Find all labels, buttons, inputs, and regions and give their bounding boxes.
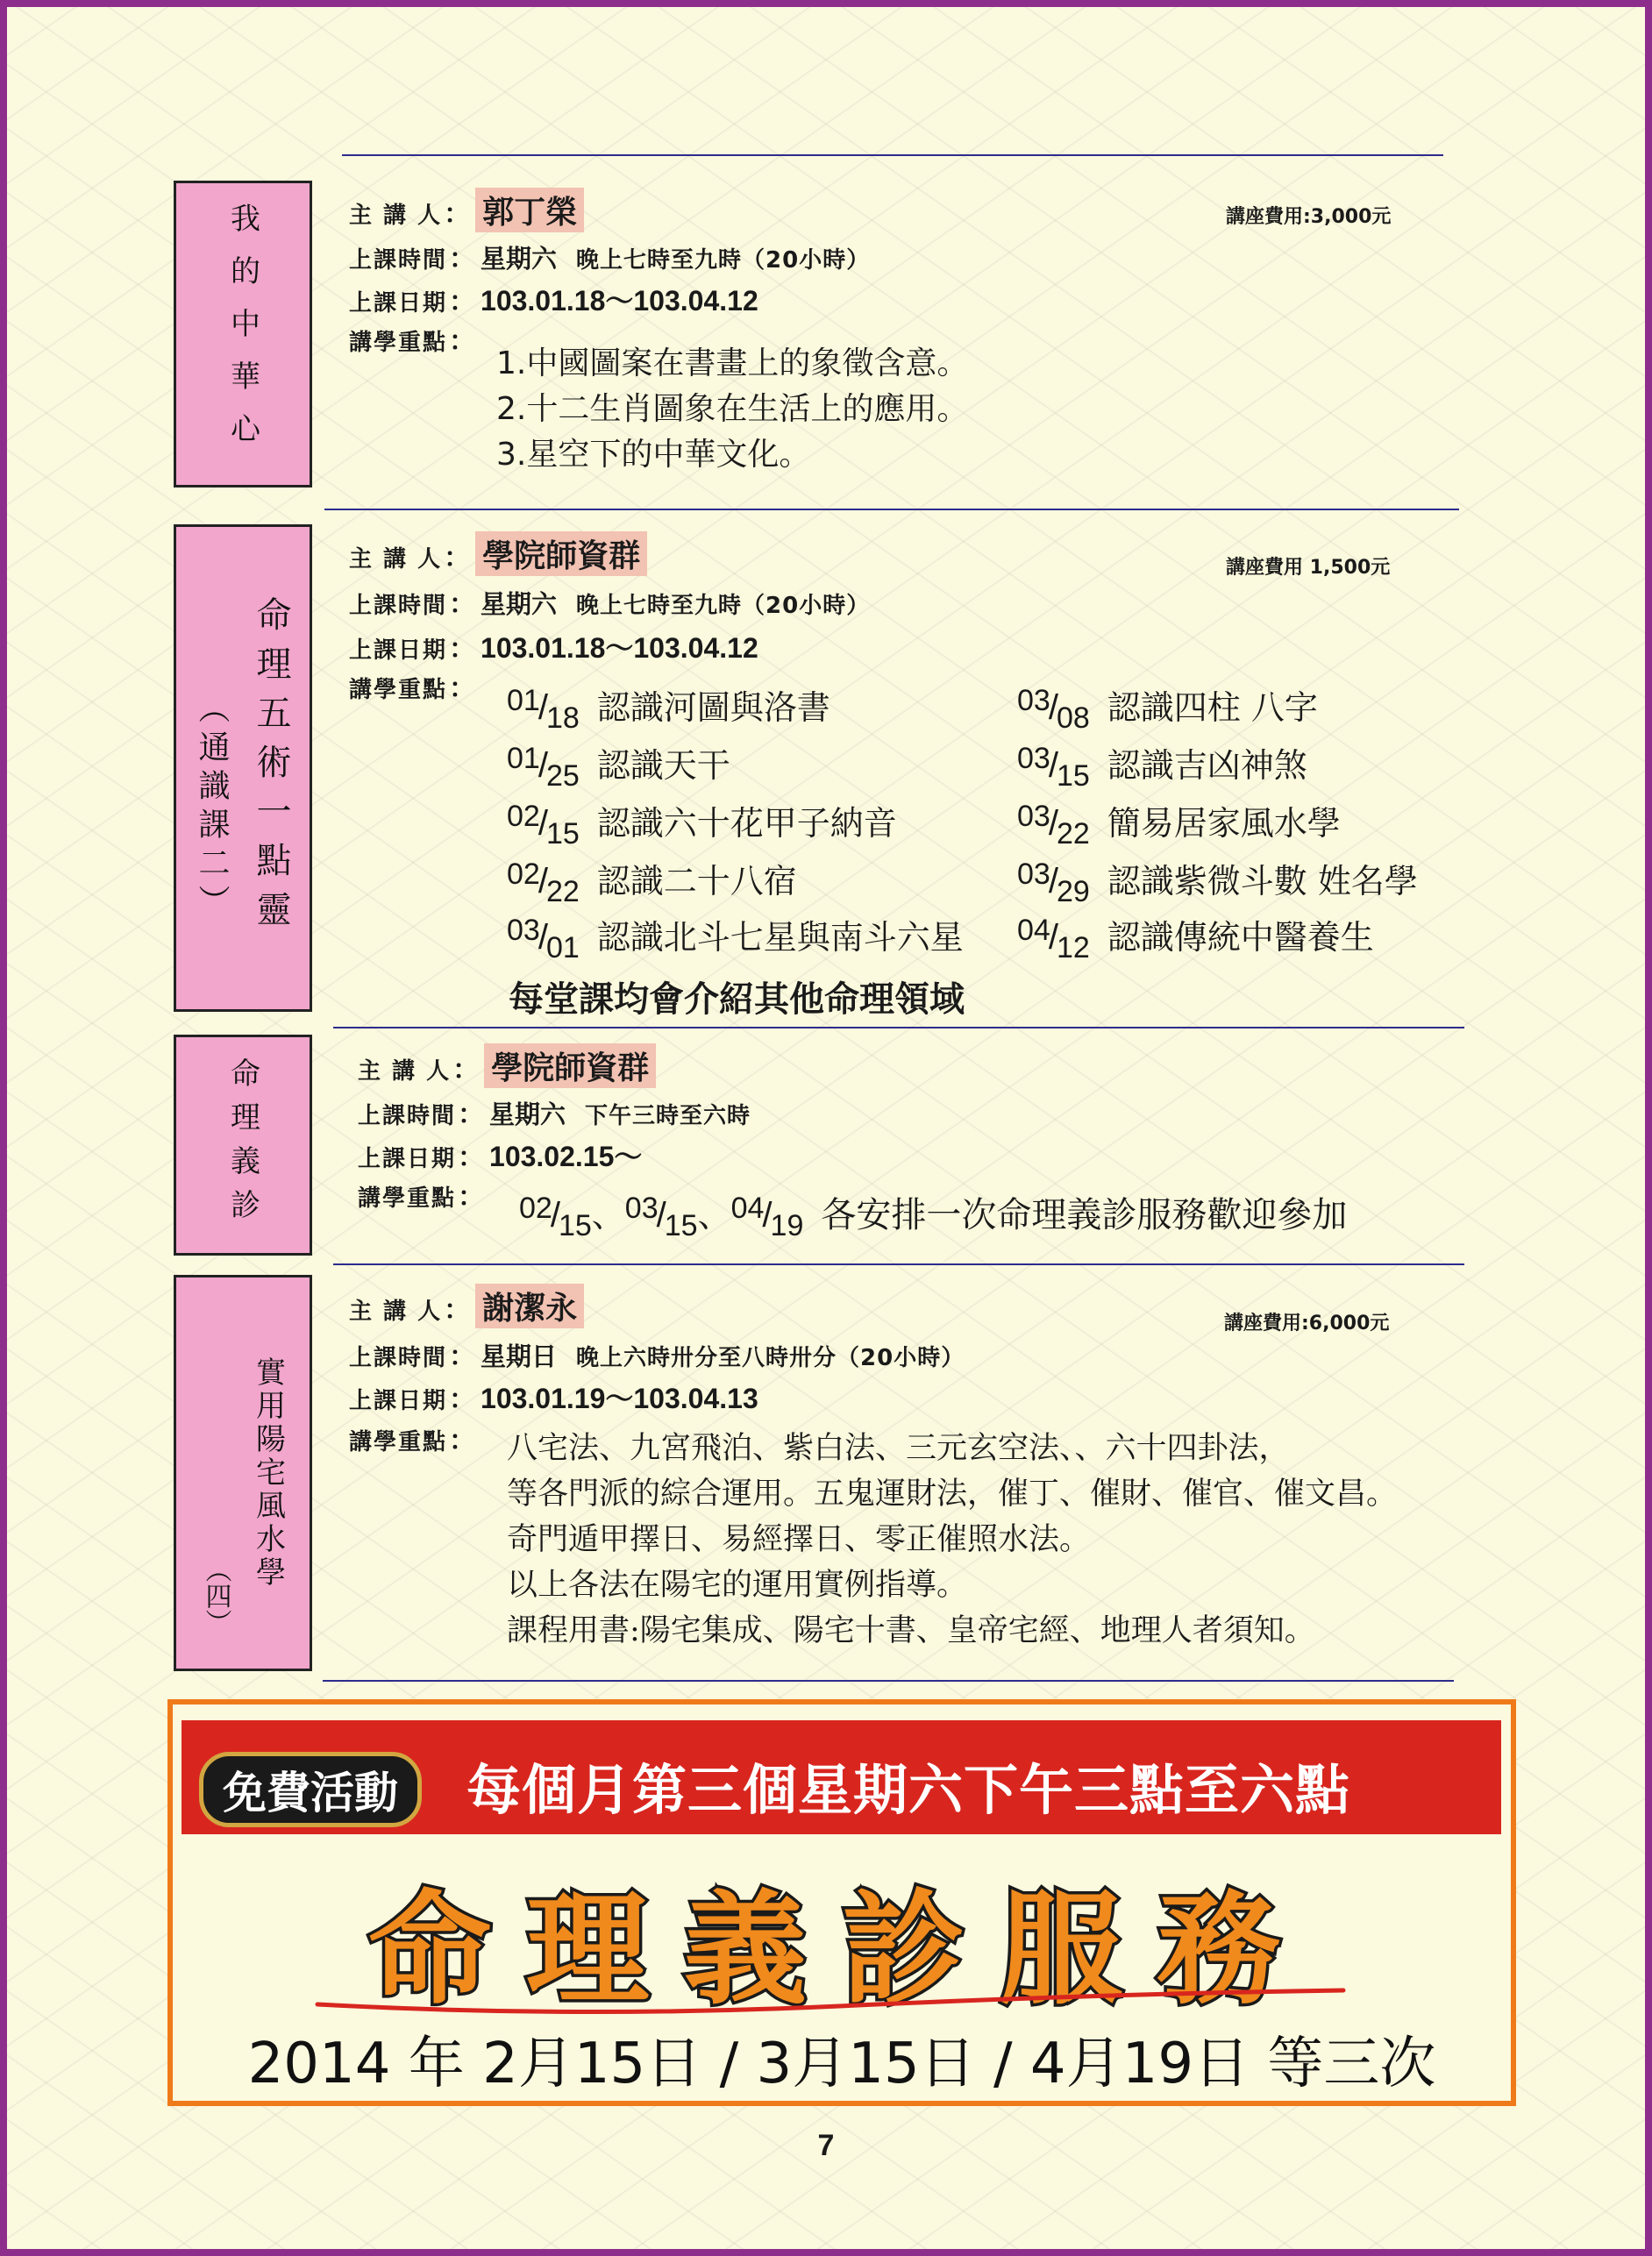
schedule-topic: 認識河圖與洛書 <box>596 688 830 727</box>
schedule-topic: 認識北斗七星與南斗六星 <box>596 918 964 957</box>
promo-underline <box>313 1983 1348 2015</box>
time-label: 上課時間 <box>349 1345 448 1371</box>
course4-sidebar <box>174 1275 312 1671</box>
course3-text: 各安排一次命理義診服務歡迎參加 <box>821 1195 1348 1235</box>
schedule-item <box>1017 680 1318 735</box>
course4-title: 實用陽宅風水學 <box>250 1356 286 1590</box>
divider <box>333 1027 1464 1028</box>
course4-line: 課程用書:陽宅集成、陽宅十書、皇帝宅經、地理人者須知。 <box>507 1613 1315 1648</box>
colon: ： <box>452 1055 480 1085</box>
course1-time-row <box>349 237 870 275</box>
colon: ： <box>449 634 476 665</box>
course4-date-row <box>349 1377 758 1417</box>
course3-title: 命理義診 <box>224 1057 260 1233</box>
separator: 、 <box>591 1196 625 1235</box>
colon: ： <box>449 589 476 620</box>
course1-point: 1.中國圖案在書畫上的象徵含意。 <box>496 345 969 381</box>
divider <box>323 1680 1454 1682</box>
colon: ： <box>449 244 476 274</box>
promo-banner <box>182 1720 1501 1834</box>
schedule-topic: 認識天干 <box>596 746 730 785</box>
course1-fee: 講座費用:3,000元 <box>1226 206 1392 228</box>
course2-subtitle: ︵通識課二︶ <box>194 692 230 923</box>
speaker-label: 主 講 人 <box>349 546 443 573</box>
course3-focus-row <box>358 1175 489 1213</box>
schedule-item <box>1017 796 1341 850</box>
course4-subtitle: ︵四︶ <box>200 1556 231 1635</box>
schedule-topic: 認識吉凶神煞 <box>1107 746 1307 785</box>
course2-title: 命理五術一點靈 <box>251 596 291 940</box>
schedule-item <box>507 680 830 735</box>
course2-sidebar <box>174 524 312 1012</box>
course2-speaker: 學院師資群 <box>475 531 647 576</box>
course1-time: 晚上七時至九時（20小時） <box>576 247 871 274</box>
schedule-topic: 認識紫微斗數 姓名學 <box>1107 862 1418 900</box>
course3-speaker: 學院師資群 <box>484 1043 656 1088</box>
schedule-topic: 認識二十八宿 <box>596 862 797 900</box>
course4-line: 奇門遁甲擇日、易經擇日、零正催照水法。 <box>507 1522 1091 1557</box>
schedule-topic: 認識傳統中醫養生 <box>1107 918 1374 957</box>
separator: 、 <box>697 1196 731 1235</box>
colon: ： <box>449 287 476 317</box>
time-label: 上課時間 <box>349 593 448 619</box>
course4-line: 八宅法、九宮飛泊、紫白法、三元玄空法、、六十四卦法， <box>507 1431 1290 1466</box>
course4-dates: 103.01.19～103.04.13 <box>481 1383 758 1414</box>
promo-dates: 2014 年 2月15日 / 3月15日 / 4月19日 等三次 <box>247 2032 1436 2096</box>
course1-focus-row <box>349 319 481 358</box>
free-event-badge: 免費活動 <box>199 1752 422 1827</box>
course2-dates: 103.01.18～103.04.12 <box>481 632 758 664</box>
course2-date-row <box>349 626 758 666</box>
speaker-label: 主 講 人 <box>349 203 443 229</box>
colon: ： <box>449 673 476 704</box>
course3-day: 星期六 <box>489 1100 566 1129</box>
schedule-date: 03/08 <box>1017 684 1090 735</box>
speaker-label: 主 講 人 <box>358 1058 452 1085</box>
course1-sidebar <box>174 181 312 487</box>
course1-title: 我的中華心 <box>224 203 260 466</box>
time-label: 上課時間 <box>349 247 448 274</box>
course3-time-row <box>358 1092 751 1131</box>
promo-banner-text: 每個月第三個星期六下午三點至六點 <box>466 1758 1351 1822</box>
schedule-topic: 認識六十花甲子納音 <box>596 804 897 843</box>
colon: ： <box>444 199 471 230</box>
service-date: 03/15 <box>624 1192 698 1242</box>
course2-note: 每堂課均會介紹其他命理領域 <box>509 979 965 1020</box>
schedule-item <box>1017 910 1374 964</box>
course4-line: 等各門派的綜合運用。五鬼運財法，催丁、催財、催官、催文昌。 <box>507 1477 1398 1512</box>
course1-point: 3.星空下的中華文化。 <box>496 437 811 473</box>
course1-date-row <box>349 279 758 319</box>
time-label: 上課時間 <box>358 1103 457 1129</box>
course1-day: 星期六 <box>481 244 558 274</box>
course4-day: 星期日 <box>481 1342 558 1371</box>
schedule-date: 03/15 <box>1017 742 1090 793</box>
course3-date-row <box>358 1135 642 1175</box>
schedule-date: 03/29 <box>1017 858 1090 908</box>
schedule-item <box>1017 854 1418 908</box>
date-label: 上課日期 <box>349 1388 448 1414</box>
course2-focus-row <box>349 666 481 705</box>
focus-label: 講學重點 <box>349 330 448 356</box>
colon: ： <box>449 1384 476 1415</box>
colon: ： <box>449 1342 476 1372</box>
schedule-item <box>507 910 964 964</box>
schedule-topic: 簡易居家風水學 <box>1107 804 1341 843</box>
course4-fee: 講座費用:6,000元 <box>1224 1313 1390 1334</box>
course1-speaker-row <box>349 188 584 232</box>
schedule-item <box>507 738 730 793</box>
schedule-item <box>507 796 897 850</box>
focus-label: 講學重點 <box>349 677 448 703</box>
course4-line: 以上各法在陽宅的運用實例指導。 <box>507 1568 968 1603</box>
course2-time: 晚上七時至九時（20小時） <box>576 593 871 619</box>
focus-label: 講學重點 <box>358 1185 457 1212</box>
divider <box>333 1263 1464 1265</box>
course1-dates: 103.01.18～103.04.12 <box>481 285 758 317</box>
schedule-date: 04/12 <box>1017 914 1090 964</box>
schedule-date: 01/18 <box>507 684 580 735</box>
date-label: 上課日期 <box>349 290 448 317</box>
course2-day: 星期六 <box>481 589 558 619</box>
schedule-item <box>507 854 797 908</box>
service-date: 04/19 <box>730 1192 804 1242</box>
course4-speaker-row <box>349 1284 584 1328</box>
course3-time: 下午三時至六時 <box>585 1103 751 1129</box>
course2-fee: 講座費用 1,500元 <box>1226 557 1391 579</box>
course4-focus-row <box>349 1419 481 1457</box>
promo-title: 命理義診服務 <box>367 1879 1315 2022</box>
schedule-date: 03/22 <box>1017 800 1090 850</box>
colon: ： <box>458 1182 485 1213</box>
colon: ： <box>444 1295 471 1326</box>
course4-time-row <box>349 1334 965 1373</box>
promo-box <box>167 1699 1516 2106</box>
focus-label: 講學重點 <box>349 1429 448 1455</box>
colon: ： <box>444 543 471 573</box>
course2-speaker-row <box>349 531 647 576</box>
colon: ： <box>458 1100 485 1130</box>
schedule-item <box>1017 738 1307 793</box>
course3-sidebar <box>174 1035 312 1256</box>
colon: ： <box>449 326 476 357</box>
page-number: 7 <box>817 2129 835 2162</box>
course3-service-line <box>519 1187 1348 1242</box>
course2-time-row <box>349 582 870 621</box>
schedule-topic: 認識四柱 八字 <box>1107 688 1318 727</box>
course3-speaker-row <box>358 1043 656 1088</box>
colon: ： <box>458 1142 485 1173</box>
service-date: 02/15 <box>519 1192 592 1242</box>
speaker-label: 主 講 人 <box>349 1299 443 1325</box>
course1-speaker: 郭丁榮 <box>475 188 584 232</box>
schedule-date: 03/01 <box>507 914 580 964</box>
course4-speaker: 謝潔永 <box>475 1284 584 1328</box>
course1-point: 2.十二生肖圖象在生活上的應用。 <box>496 391 969 427</box>
colon: ： <box>449 1426 476 1456</box>
divider <box>324 509 1459 510</box>
divider <box>342 154 1443 156</box>
schedule-date: 01/25 <box>507 742 580 793</box>
date-label: 上課日期 <box>358 1146 457 1172</box>
course3-dates: 103.02.15～ <box>489 1141 643 1172</box>
schedule-date: 02/22 <box>507 858 580 908</box>
schedule-date: 02/15 <box>507 800 580 850</box>
date-label: 上課日期 <box>349 637 448 664</box>
course4-time: 晚上六時卅分至八時卅分（20小時） <box>576 1345 965 1371</box>
